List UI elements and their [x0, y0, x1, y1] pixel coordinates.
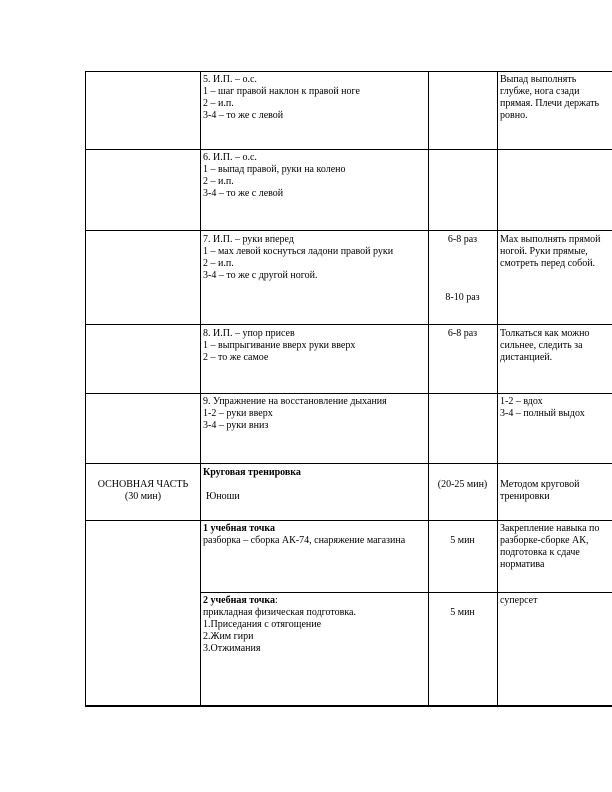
- notes-cell: Закрепление навыка по разборке-сборке АК, подготовка к сдаче норматива: [500, 523, 600, 570]
- table-bottom-border: [85, 705, 612, 707]
- dosage-cell: (20-25 мин): [437, 479, 488, 490]
- row-divider: [85, 149, 612, 150]
- exercise-title-suffix: :: [275, 595, 278, 606]
- notes-cell: Методом круговой тренировки: [500, 479, 580, 502]
- row-divider: [85, 393, 612, 394]
- exercise-title: 1 учебная точка: [203, 523, 276, 534]
- exercise-title: 2 учебная точка: [203, 595, 276, 606]
- exercise-title: Круговая тренировка: [203, 467, 301, 478]
- dosage-cell: 6-8 раз: [447, 328, 478, 339]
- row-divider: [85, 324, 612, 325]
- row-divider: [200, 592, 612, 593]
- exercise-text: прикладная физическая подготовка. 1.Приседания с отягощение 2.Жим гири 3.Отжимания: [203, 607, 356, 654]
- exercise-cell: Юноши: [206, 491, 240, 502]
- exercise-cell: 8. И.П. – упор присев 1 – выпрыгивание вверх руки вверх 2 – то же самое: [203, 328, 356, 363]
- exercise-cell: 5. И.П. – о.с. 1 – шаг правой наклон к правой ноге 2 – и.п. 3-4 – то же с левой: [203, 74, 360, 121]
- notes-cell: Толкаться как можно сильнее, следить за дистанцией.: [500, 328, 590, 363]
- exercise-cell: 6. И.П. – о.с. 1 – выпад правой, руки на колено 2 – и.п. 3-4 – то же с левой: [203, 152, 346, 199]
- dosage-cell: 6-8 раз: [447, 234, 478, 245]
- column-divider: [85, 71, 86, 707]
- exercise-cell: [203, 523, 425, 547]
- column-divider: [497, 71, 498, 707]
- exercise-text: разборка – сборка АК-74, снаряжение магазина: [203, 535, 406, 546]
- dosage-cell: 5 мин: [450, 607, 475, 618]
- row-divider: [85, 520, 612, 521]
- table-top-border: [85, 71, 612, 72]
- notes-cell: Выпад выполнять глубже, нога сзади прямая. Плечи держать ровно.: [500, 74, 600, 121]
- row-divider: [85, 230, 612, 231]
- notes-cell: 1-2 – вдох 3-4 – полный выдох: [500, 396, 585, 419]
- dosage-cell: 5 мин: [450, 535, 475, 546]
- exercise-title-cell: [203, 467, 425, 479]
- part-cell: ОСНОВНАЯ ЧАСТЬ (30 мин): [97, 479, 189, 502]
- notes-cell: суперсет: [500, 595, 538, 606]
- exercise-cell: 9. Упражнение на восстановление дыхания 1-2 – руки вверх 3-4 – руки вниз: [203, 396, 387, 431]
- dosage-cell-secondary: 8-10 раз: [445, 292, 480, 303]
- exercise-cell: 7. И.П. – руки вперед 1 – мах левой коснуться ладони правой руки 2 – и.п. 3-4 – то же с другой ногой.: [203, 234, 394, 281]
- notes-cell: Мах выполнять прямой ногой. Руки прямые, смотреть перед собой.: [500, 234, 601, 269]
- row-divider: [85, 463, 612, 464]
- exercise-cell: [203, 595, 425, 655]
- column-divider: [200, 71, 201, 707]
